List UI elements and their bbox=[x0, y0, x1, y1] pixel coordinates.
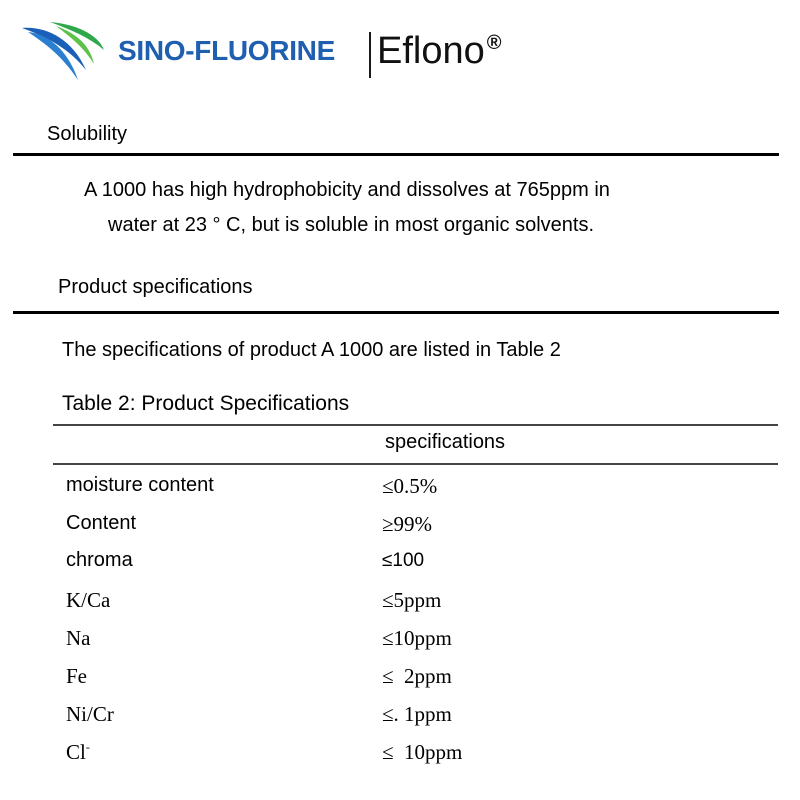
solubility-line-2: water at 23 ° C, but is soluble in most organic solvents. bbox=[108, 214, 595, 236]
product-brand-text: Eflono bbox=[377, 30, 485, 72]
table-row-label: Na bbox=[66, 626, 91, 650]
table-row-value: ≤. 1ppm bbox=[382, 702, 452, 726]
solubility-rule bbox=[13, 153, 779, 156]
table-row-label: Ni/Cr bbox=[66, 702, 114, 726]
table-column-header: specifications bbox=[385, 431, 506, 453]
table-row-value: ≤ 10ppm bbox=[382, 740, 463, 764]
registered-mark: ® bbox=[486, 32, 502, 54]
specs-heading: Product specifications bbox=[58, 276, 253, 298]
table-row-value: ≤ 2ppm bbox=[382, 664, 452, 688]
table-top-rule bbox=[53, 424, 778, 426]
solubility-line-1: A 1000 has high hydrophobicity and dissolves at 765ppm in bbox=[84, 179, 610, 201]
table-header-rule bbox=[53, 463, 778, 465]
swoosh-leaf-logo-icon bbox=[20, 20, 110, 86]
specs-rule bbox=[13, 311, 779, 314]
product-brand bbox=[377, 30, 502, 73]
header bbox=[0, 0, 800, 100]
row-label-text: Cl bbox=[66, 740, 86, 764]
table-row-value: ≤0.5% bbox=[382, 474, 438, 498]
table-row-label: chroma bbox=[66, 549, 133, 571]
brand-name: SINO-FLUORINE bbox=[118, 35, 335, 66]
row-label-superscript: - bbox=[85, 740, 90, 754]
solubility-heading: Solubility bbox=[47, 123, 128, 145]
table-row-value: ≤100 bbox=[382, 550, 425, 571]
table-row-label: Content bbox=[66, 512, 137, 534]
table-caption: Table 2: Product Specifications bbox=[62, 392, 350, 415]
table-row-label: moisture content bbox=[66, 474, 214, 496]
table-row-value: ≤5ppm bbox=[382, 588, 442, 612]
table-row-value: ≤10ppm bbox=[382, 626, 452, 650]
table-row-label bbox=[66, 740, 90, 765]
table-row-value: ≥99% bbox=[382, 512, 433, 536]
table-row-label: Fe bbox=[66, 664, 87, 688]
table-row-label: K/Ca bbox=[66, 588, 111, 612]
specs-intro: The specifications of product A 1000 are listed in Table 2 bbox=[62, 339, 561, 361]
brand-divider bbox=[369, 32, 371, 78]
